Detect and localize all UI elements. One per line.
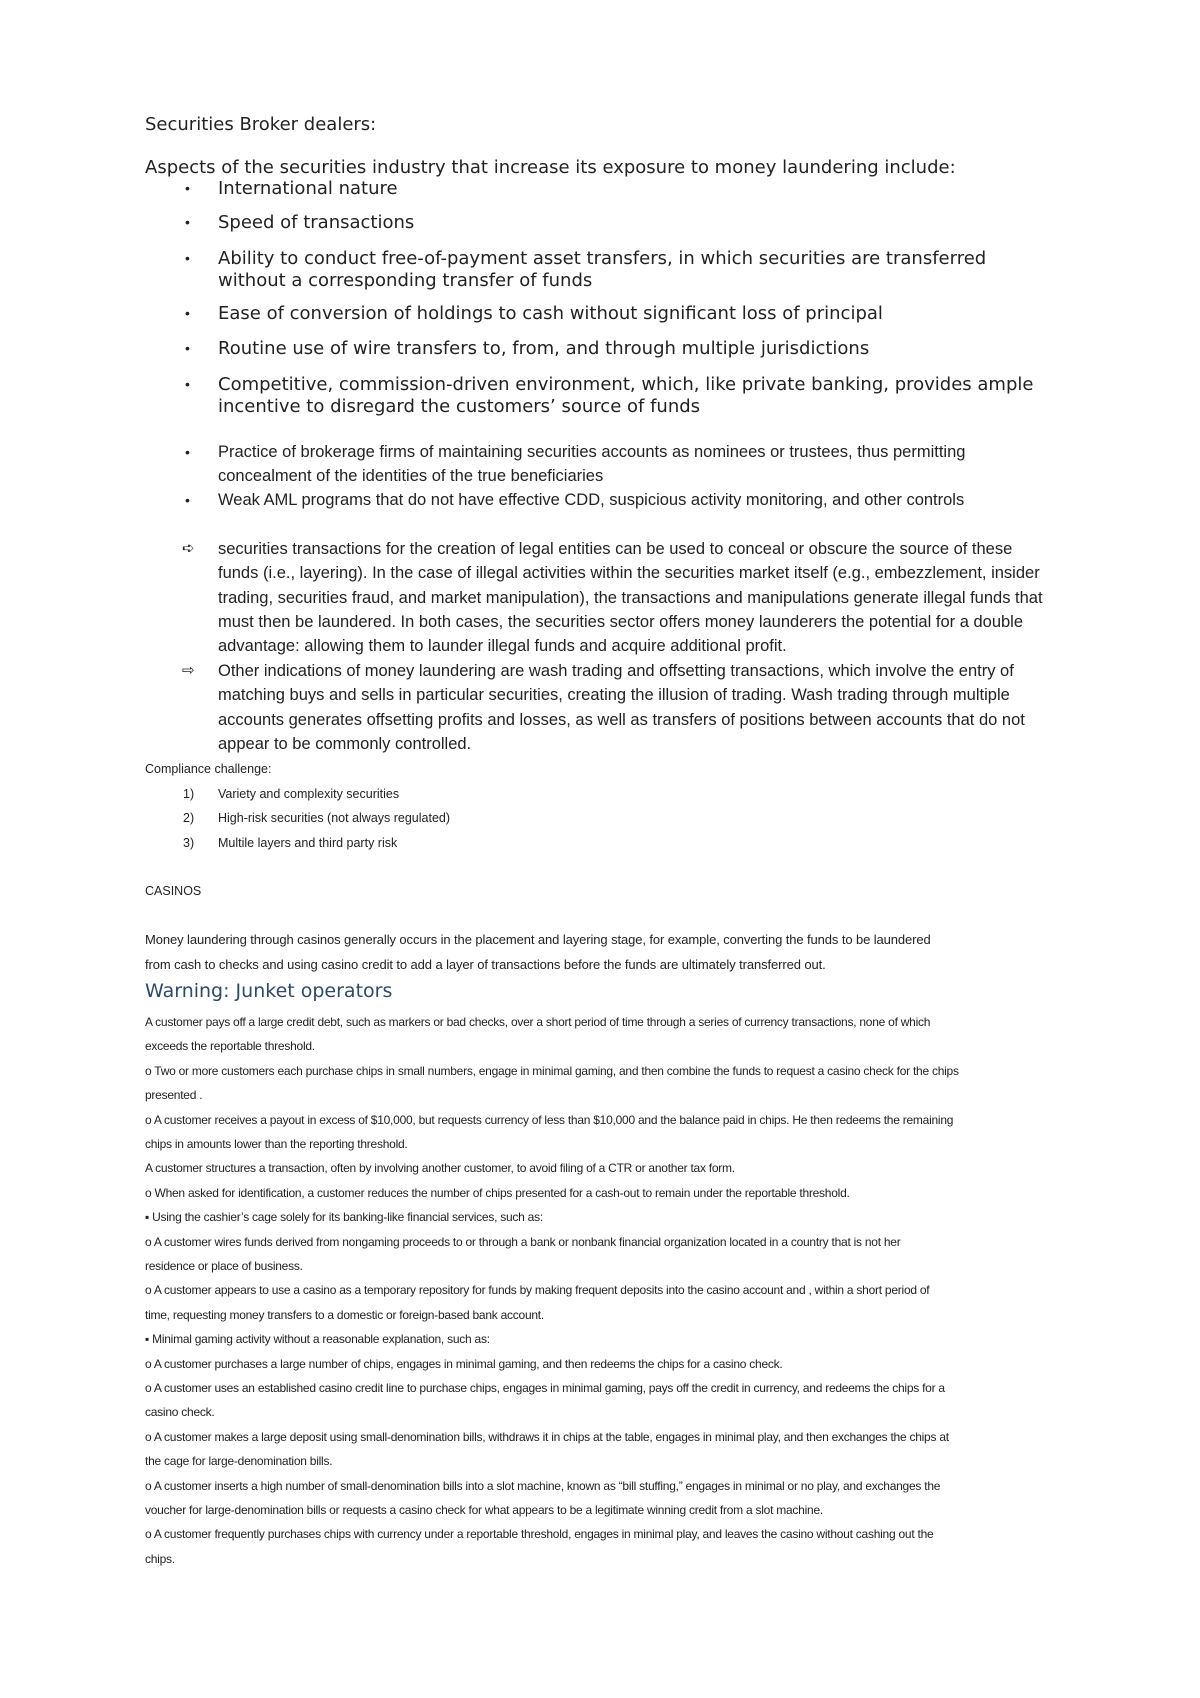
- list-item: International nature: [218, 178, 398, 199]
- warning-line: ▪ Using the cashier’s cage solely for its banking-like financial services, such as:: [145, 1210, 543, 1225]
- list-item: Routine use of wire transfers to, from, and through multiple jurisdictions: [218, 338, 870, 359]
- warning-line: o A customer wires funds derived from nongaming proceeds to or through a bank or nonbank financial organization located in a country that is not her: [145, 1234, 901, 1249]
- page-title: Securities Broker dealers:: [145, 114, 377, 135]
- warning-line: ▪ Minimal gaming activity without a reasonable explanation, such as:: [145, 1332, 490, 1347]
- paragraph-line: trading, securities fraud, and market manipulation), the transactions and manipulations generate illegal funds that: [218, 589, 1043, 607]
- warning-line: chips in amounts lower than the reporting threshold.: [145, 1137, 408, 1151]
- intro-text: Aspects of the securities industry that increase its exposure to money laundering include:: [145, 157, 956, 178]
- list-item-cont: without a corresponding transfer of funds: [218, 270, 593, 291]
- list-number: 1): [183, 787, 195, 801]
- list-item-cont: concealment of the identities of the true beneficiaries: [218, 467, 604, 485]
- bullet-icon: •: [185, 444, 190, 460]
- arrow-right-icon: ⇨: [182, 662, 195, 679]
- compliance-title: Compliance challenge:: [145, 762, 272, 776]
- warning-line: o A customer purchases a large number of chips, engages in minimal gaming, and then redeems the chips for a casino check.: [145, 1356, 783, 1371]
- bullet-icon: •: [185, 305, 190, 321]
- bullet-icon: •: [185, 340, 190, 356]
- warning-line: residence or place of business.: [145, 1259, 303, 1273]
- paragraph-line: advantage: allowing them to launder illegal funds and acquire additional profit.: [218, 637, 787, 655]
- warning-line: o A customer inserts a high number of small-denomination bills into a slot machine, known as “bill stuffing,” engages in minimal or no play, and exchanges the: [145, 1478, 941, 1493]
- warning-line: o Two or more customers each purchase chips in small numbers, engage in minimal gaming, and then combine the funds to request a casino check for the chips: [145, 1063, 959, 1078]
- warning-line: time, requesting money transfers to a domestic or foreign-based bank account.: [145, 1307, 544, 1322]
- list-item: Ease of conversion of holdings to cash without significant loss of principal: [218, 303, 883, 324]
- warning-line: voucher for large-denomination bills or requests a casino check for what appears to be a legitimate winning credit from a slot machine.: [145, 1503, 823, 1517]
- warning-line: o A customer makes a large deposit using small-denomination bills, withdraws it in chips at the table, engages in minimal play, and then exchanges the chips at: [145, 1429, 949, 1444]
- bullet-icon: •: [185, 492, 190, 508]
- casinos-paragraph-line: Money laundering through casinos generally occurs in the placement and layering stage, for example, converting the funds to be laundered: [145, 932, 931, 947]
- warning-line: o When asked for identification, a customer reduces the number of chips presented for a cash-out to remain under the reportable threshold.: [145, 1185, 850, 1200]
- warning-line: presented .: [145, 1088, 203, 1103]
- warning-line: A customer pays off a large credit debt, such as markers or bad checks, over a short period of time through a series of currency transactions, none of which: [145, 1015, 931, 1029]
- warning-line: o A customer appears to use a casino as a temporary repository for funds by making frequent deposits into the casino account and , within a short period of: [145, 1283, 930, 1298]
- list-item: Ability to conduct free-of-payment asset transfers, in which securities are transferred: [218, 248, 987, 269]
- paragraph-line: accounts generates offsetting profits and losses, as well as transfers of positions between accounts that do not: [218, 711, 1025, 729]
- warning-line: chips.: [145, 1551, 175, 1566]
- list-item: Weak AML programs that do not have effective CDD, suspicious activity monitoring, and other controls: [218, 491, 965, 509]
- warning-line: exceeds the reportable threshold.: [145, 1039, 315, 1054]
- paragraph-line: Other indications of money laundering are wash trading and offsetting transactions, which involve the entry of: [218, 662, 1014, 680]
- bullet-icon: •: [185, 180, 190, 196]
- warning-heading: Warning: Junket operators: [145, 980, 393, 1002]
- paragraph-line: must then be laundered. In both cases, the securities sector offers money launderers the potential for a double: [218, 613, 1024, 631]
- list-item: Speed of transactions: [218, 212, 415, 233]
- list-item: Practice of brokerage firms of maintaining securities accounts as nominees or trustees, thus permitting: [218, 443, 966, 461]
- list-item-cont: incentive to disregard the customers’ source of funds: [218, 396, 701, 417]
- casinos-title: CASINOS: [145, 884, 202, 898]
- paragraph-line: funds (i.e., layering). In the case of illegal activities within the securities market itself (e.g., embezzlement, insider: [218, 564, 1040, 582]
- list-item: Variety and complexity securities: [218, 787, 400, 801]
- paragraph-line: appear to be commonly controlled.: [218, 735, 472, 753]
- list-item: Multile layers and third party risk: [218, 836, 398, 850]
- warning-line: o A customer frequently purchases chips with currency under a reportable threshold, engages in minimal play, and leaves the casino without cashing out the: [145, 1527, 934, 1542]
- warning-line: casino check.: [145, 1405, 215, 1420]
- arrow-right-icon: ➪: [182, 540, 195, 557]
- list-number: 3): [183, 836, 195, 850]
- casinos-paragraph-line: from cash to checks and using casino credit to add a layer of transactions before the funds are ultimately transferred out.: [145, 957, 826, 972]
- list-item: High-risk securities (not always regulated): [218, 811, 451, 825]
- bullet-icon: •: [185, 214, 190, 230]
- bullet-icon: •: [185, 376, 190, 392]
- warning-line: o A customer uses an established casino credit line to purchase chips, engages in minimal gaming, pays off the credit in currency, and redeems the chips for a: [145, 1381, 945, 1395]
- list-item: Competitive, commission-driven environment, which, like private banking, provides ample: [218, 374, 1034, 395]
- paragraph-line: matching buys and sells in particular securities, creating the illusion of trading. Wash trading through multiple: [218, 686, 1010, 704]
- warning-line: A customer structures a transaction, often by involving another customer, to avoid filing of a CTR or another tax form.: [145, 1161, 735, 1176]
- warning-line: o A customer receives a payout in excess of $10,000, but requests currency of less than $10,000 and the balance paid in chips. He then redeems the remaining: [145, 1112, 954, 1127]
- paragraph-line: securities transactions for the creation of legal entities can be used to conceal or obscure the source of these: [218, 540, 1013, 558]
- warning-line: the cage for large-denomination bills.: [145, 1454, 333, 1469]
- bullet-icon: •: [185, 250, 190, 266]
- list-number: 2): [183, 811, 195, 825]
